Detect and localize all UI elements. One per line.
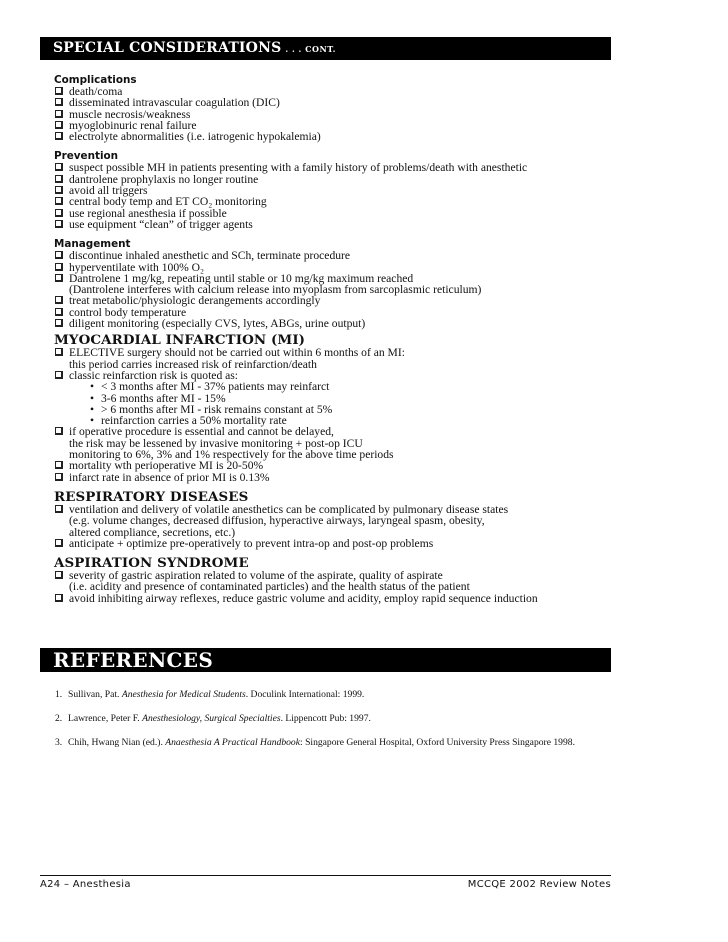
checkbox-icon: [55, 251, 63, 259]
list-item: myoglobinuric renal failure: [54, 120, 614, 131]
dantrolene-note: (Dantrolene interferes with calcium release into myoplasm from sarcoplasmic reticulum): [69, 283, 482, 297]
list-item: classic reinfarction risk is quoted as: • < 3 months after MI - 37% patients may reinfarct • 3-6 months after MI - 15% • > 6 months after MI - risk remains constant at 5% • reinfarction carries a 50% mortality rate: [54, 370, 614, 426]
checkbox-icon: [55, 348, 63, 356]
list-item: avoid inhibiting airway reflexes, reduce gastric volume and acidity, employ rapid sequence induction: [54, 593, 614, 604]
checkbox-icon: [55, 110, 63, 118]
checkbox-icon: [55, 461, 63, 469]
checkbox-icon: [55, 175, 63, 183]
aspiration-heading: ASPIRATION SYNDROME: [54, 555, 249, 572]
checkbox-icon: [55, 186, 63, 194]
list-item: electrolyte abnormalities (i.e. iatrogenic hypokalemia): [54, 131, 614, 142]
list-item: Dantrolene 1 mg/kg, repeating until stable or 10 mg/kg maximum reached (Dantrolene interferes with calcium release into myoplasm from sarcoplasmic reticulum): [54, 273, 614, 296]
list-item: use equipment “clean” of trigger agents: [54, 219, 614, 230]
management-heading: Management: [54, 238, 131, 251]
list-item: control body temperature: [54, 307, 614, 318]
footer-publication: MCCQE 2002 Review Notes: [467, 879, 611, 890]
checkbox-icon: [55, 209, 63, 217]
complications-heading: Complications: [54, 74, 137, 86]
checkbox-icon: [55, 98, 63, 106]
management-list: [54, 250, 614, 329]
checkbox-icon: [55, 87, 63, 95]
mi-heading: MYOCARDIAL INFARCTION (MI): [54, 332, 306, 349]
footer-rule: [40, 875, 611, 876]
checkbox-icon: [55, 263, 63, 271]
list-item: muscle necrosis/weakness: [54, 109, 614, 120]
checkbox-icon: [55, 505, 63, 513]
list-item: use regional anesthesia if possible: [54, 208, 614, 219]
list-item: dantrolene prophylaxis no longer routine: [54, 174, 614, 185]
section-header-title: SPECIAL CONSIDERATIONS: [53, 40, 282, 56]
checkbox-icon: [55, 571, 63, 579]
list-item: death/coma: [54, 86, 614, 97]
list-item: severity of gastric aspiration related to volume of the aspirate, quality of aspirate (i.e. acidity and presence of contaminated particles) and the health status of the patient: [54, 570, 614, 593]
bullet-item: • 3-6 months after MI - 15%: [90, 393, 614, 404]
bullet-item: • reinfarction carries a 50% mortality rate: [90, 415, 614, 426]
checkbox-icon: [55, 427, 63, 435]
checkbox-icon: [55, 274, 63, 282]
references-title: REFERENCES: [53, 648, 214, 672]
checkbox-icon: [55, 319, 63, 327]
references-header-bar: [40, 648, 611, 672]
list-item: central body temp and ET CO₂ monitoring: [54, 196, 614, 207]
list-item: avoid all triggers: [54, 185, 614, 196]
list-item: ventilation and delivery of volatile anesthetics can be complicated by pulmonary disease states (e.g. volume changes, decreased diffusion, hyperactive airways, laryngeal spasm, obesity, altered compliance, secretions, etc.): [54, 504, 614, 538]
list-item: diligent monitoring (especially CVS, lytes, ABGs, urine output): [54, 318, 614, 329]
checkbox-icon: [55, 296, 63, 304]
list-item: discontinue inhaled anesthetic and SCh, terminate procedure: [54, 250, 614, 261]
respiratory-list: [54, 504, 614, 549]
list-item: treat metabolic/physiologic derangements accordingly: [54, 295, 614, 306]
checkbox-icon: [55, 371, 63, 379]
checkbox-icon: [55, 473, 63, 481]
list-item: ELECTIVE surgery should not be carried out within 6 months of an MI: this period carries increased risk of reinfarction/death: [54, 347, 614, 370]
bullet-item: • < 3 months after MI - 37% patients may reinfarct: [90, 381, 614, 392]
section-header-cont: . . . CONT.: [285, 44, 336, 54]
bullet-item: • > 6 months after MI - risk remains constant at 5%: [90, 404, 614, 415]
checkbox-icon: [55, 539, 63, 547]
reference-item: 1. Sullivan, Pat. Anesthesia for Medical Students. Doculink International: 1999.: [55, 689, 365, 700]
reference-item: 3. Chih, Hwang Nian (ed.). Anaesthesia A Practical Handbook: Singapore General Hospital, Oxford University Press Singapore 1998.: [55, 737, 575, 748]
checkbox-icon: [55, 594, 63, 602]
section-header-bar: [40, 37, 611, 60]
reference-item: 2. Lawrence, Peter F. Anesthesiology, Surgical Specialties. Lippencott Pub: 1997.: [55, 713, 371, 724]
complications-list: [54, 86, 614, 142]
list-item: if operative procedure is essential and cannot be delayed, the risk may be lessened by invasive monitoring + post-op ICU monitoring to 6%, 3% and 1% respectively for the above time periods: [54, 426, 614, 460]
checkbox-icon: [55, 163, 63, 171]
checkbox-icon: [55, 197, 63, 205]
list-item: hyperventilate with 100% O₂: [54, 262, 614, 273]
list-item: anticipate + optimize pre-operatively to prevent intra-op and post-op problems: [54, 538, 614, 549]
list-item: infarct rate in absence of prior MI is 0.13%: [54, 472, 614, 483]
aspiration-list: [54, 570, 614, 604]
prevention-heading: Prevention: [54, 150, 119, 163]
list-item: suspect possible MH in patients presenting with a family history of problems/death with anesthetic: [54, 162, 614, 173]
checkbox-icon: [55, 308, 63, 316]
list-item: disseminated intravascular coagulation (DIC): [54, 97, 614, 108]
list-item: mortality wth perioperative MI is 20-50%: [54, 460, 614, 471]
reinfarction-risk-list: [69, 381, 614, 426]
respiratory-heading: RESPIRATORY DISEASES: [54, 488, 249, 505]
references-list: [55, 689, 615, 761]
main-content: [54, 75, 614, 604]
mi-list: [54, 347, 614, 483]
checkbox-icon: [55, 121, 63, 129]
checkbox-icon: [55, 220, 63, 228]
prevention-list: [54, 162, 614, 230]
checkbox-icon: [55, 132, 63, 140]
footer-page-label: A24 – Anesthesia: [40, 879, 131, 890]
